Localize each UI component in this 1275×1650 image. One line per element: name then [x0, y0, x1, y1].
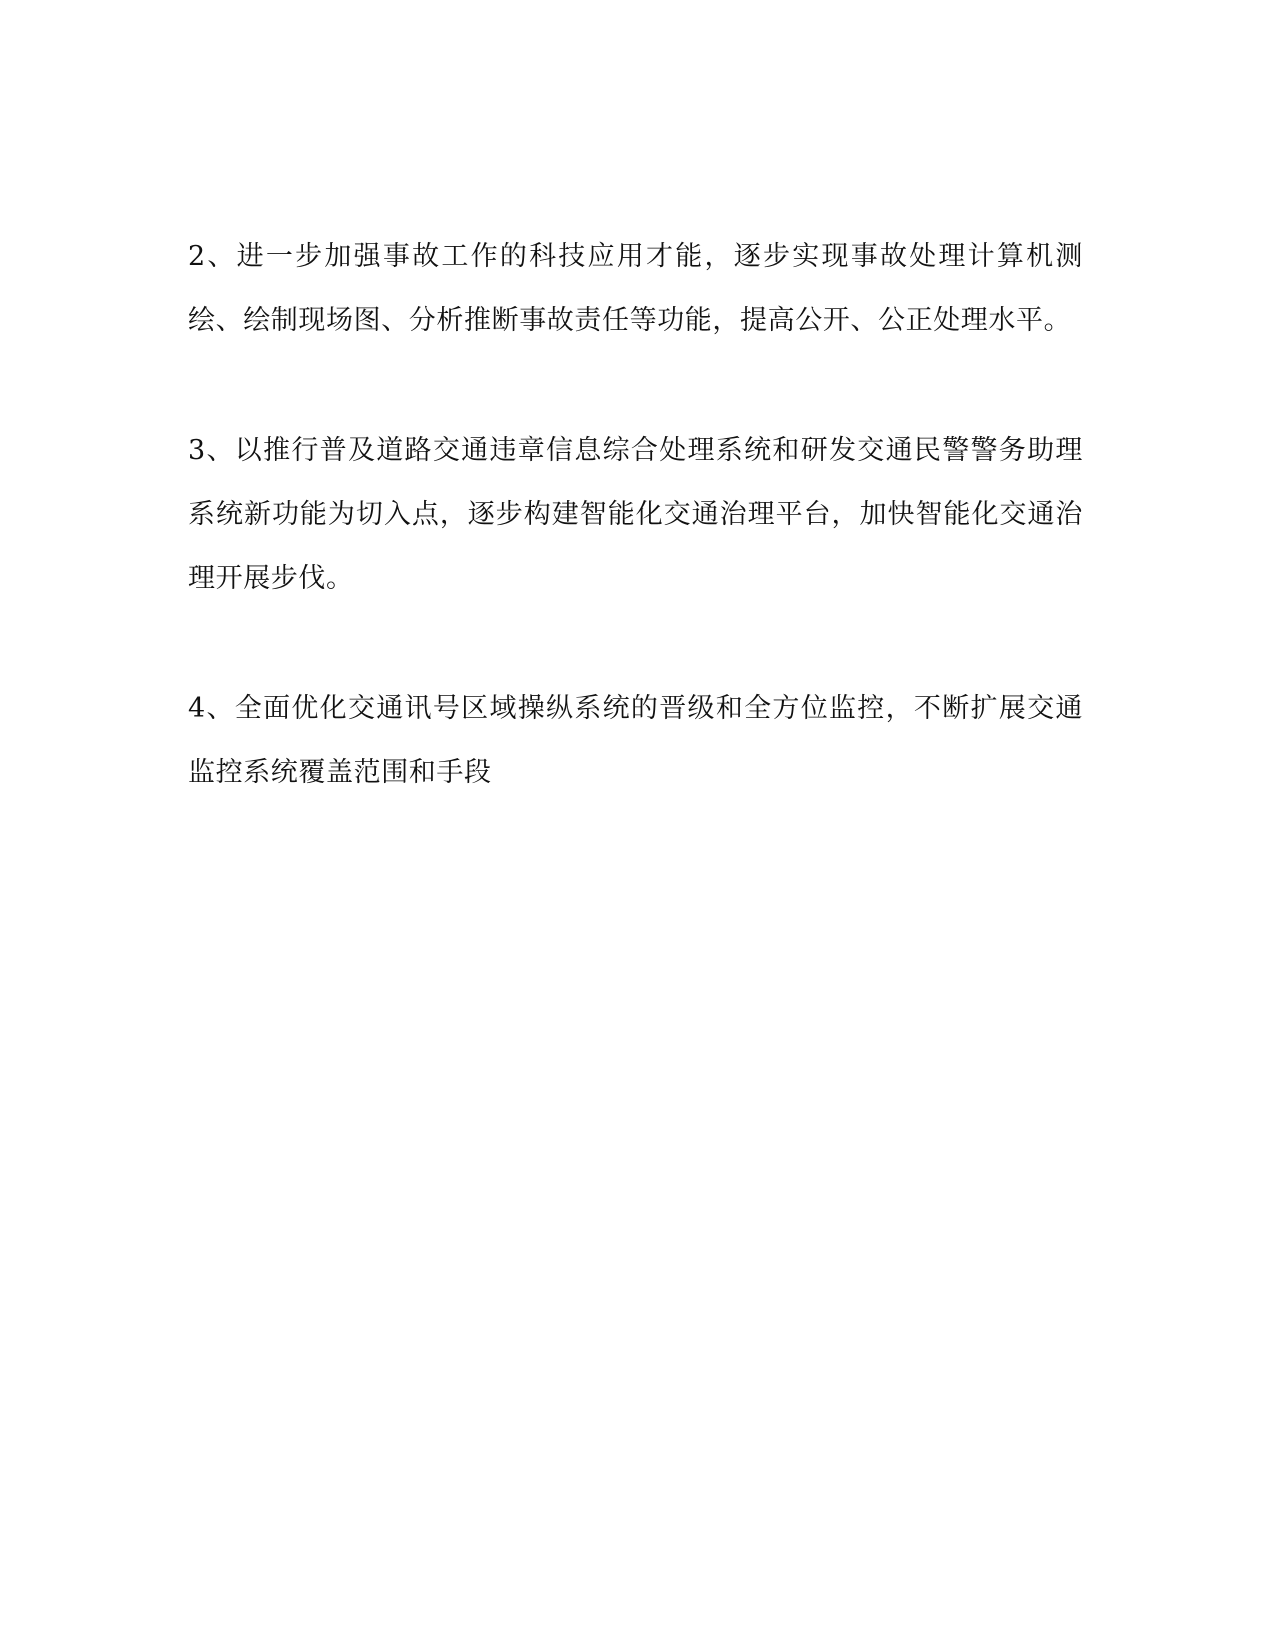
document-body: [188, 225, 1083, 871]
paragraph-item-2: 2、进一步加强事故工作的科技应用才能，逐步实现事故处理计算机测绘、绘制现场图、分析推断事故责任等功能，提高公开、公正处理水平。: [188, 241, 1083, 336]
paragraph-item-4: 4、全面优化交通讯号区域操纵系统的晋级和全方位监控，不断扩展交通监控系统覆盖范围和手段: [188, 693, 1083, 788]
paragraph-item-3: 3、以推行普及道路交通违章信息综合处理系统和研发交通民警警务助理系统新功能为切入点，逐步构建智能化交通治理平台，加快智能化交通治理开展步伐。: [188, 435, 1083, 594]
